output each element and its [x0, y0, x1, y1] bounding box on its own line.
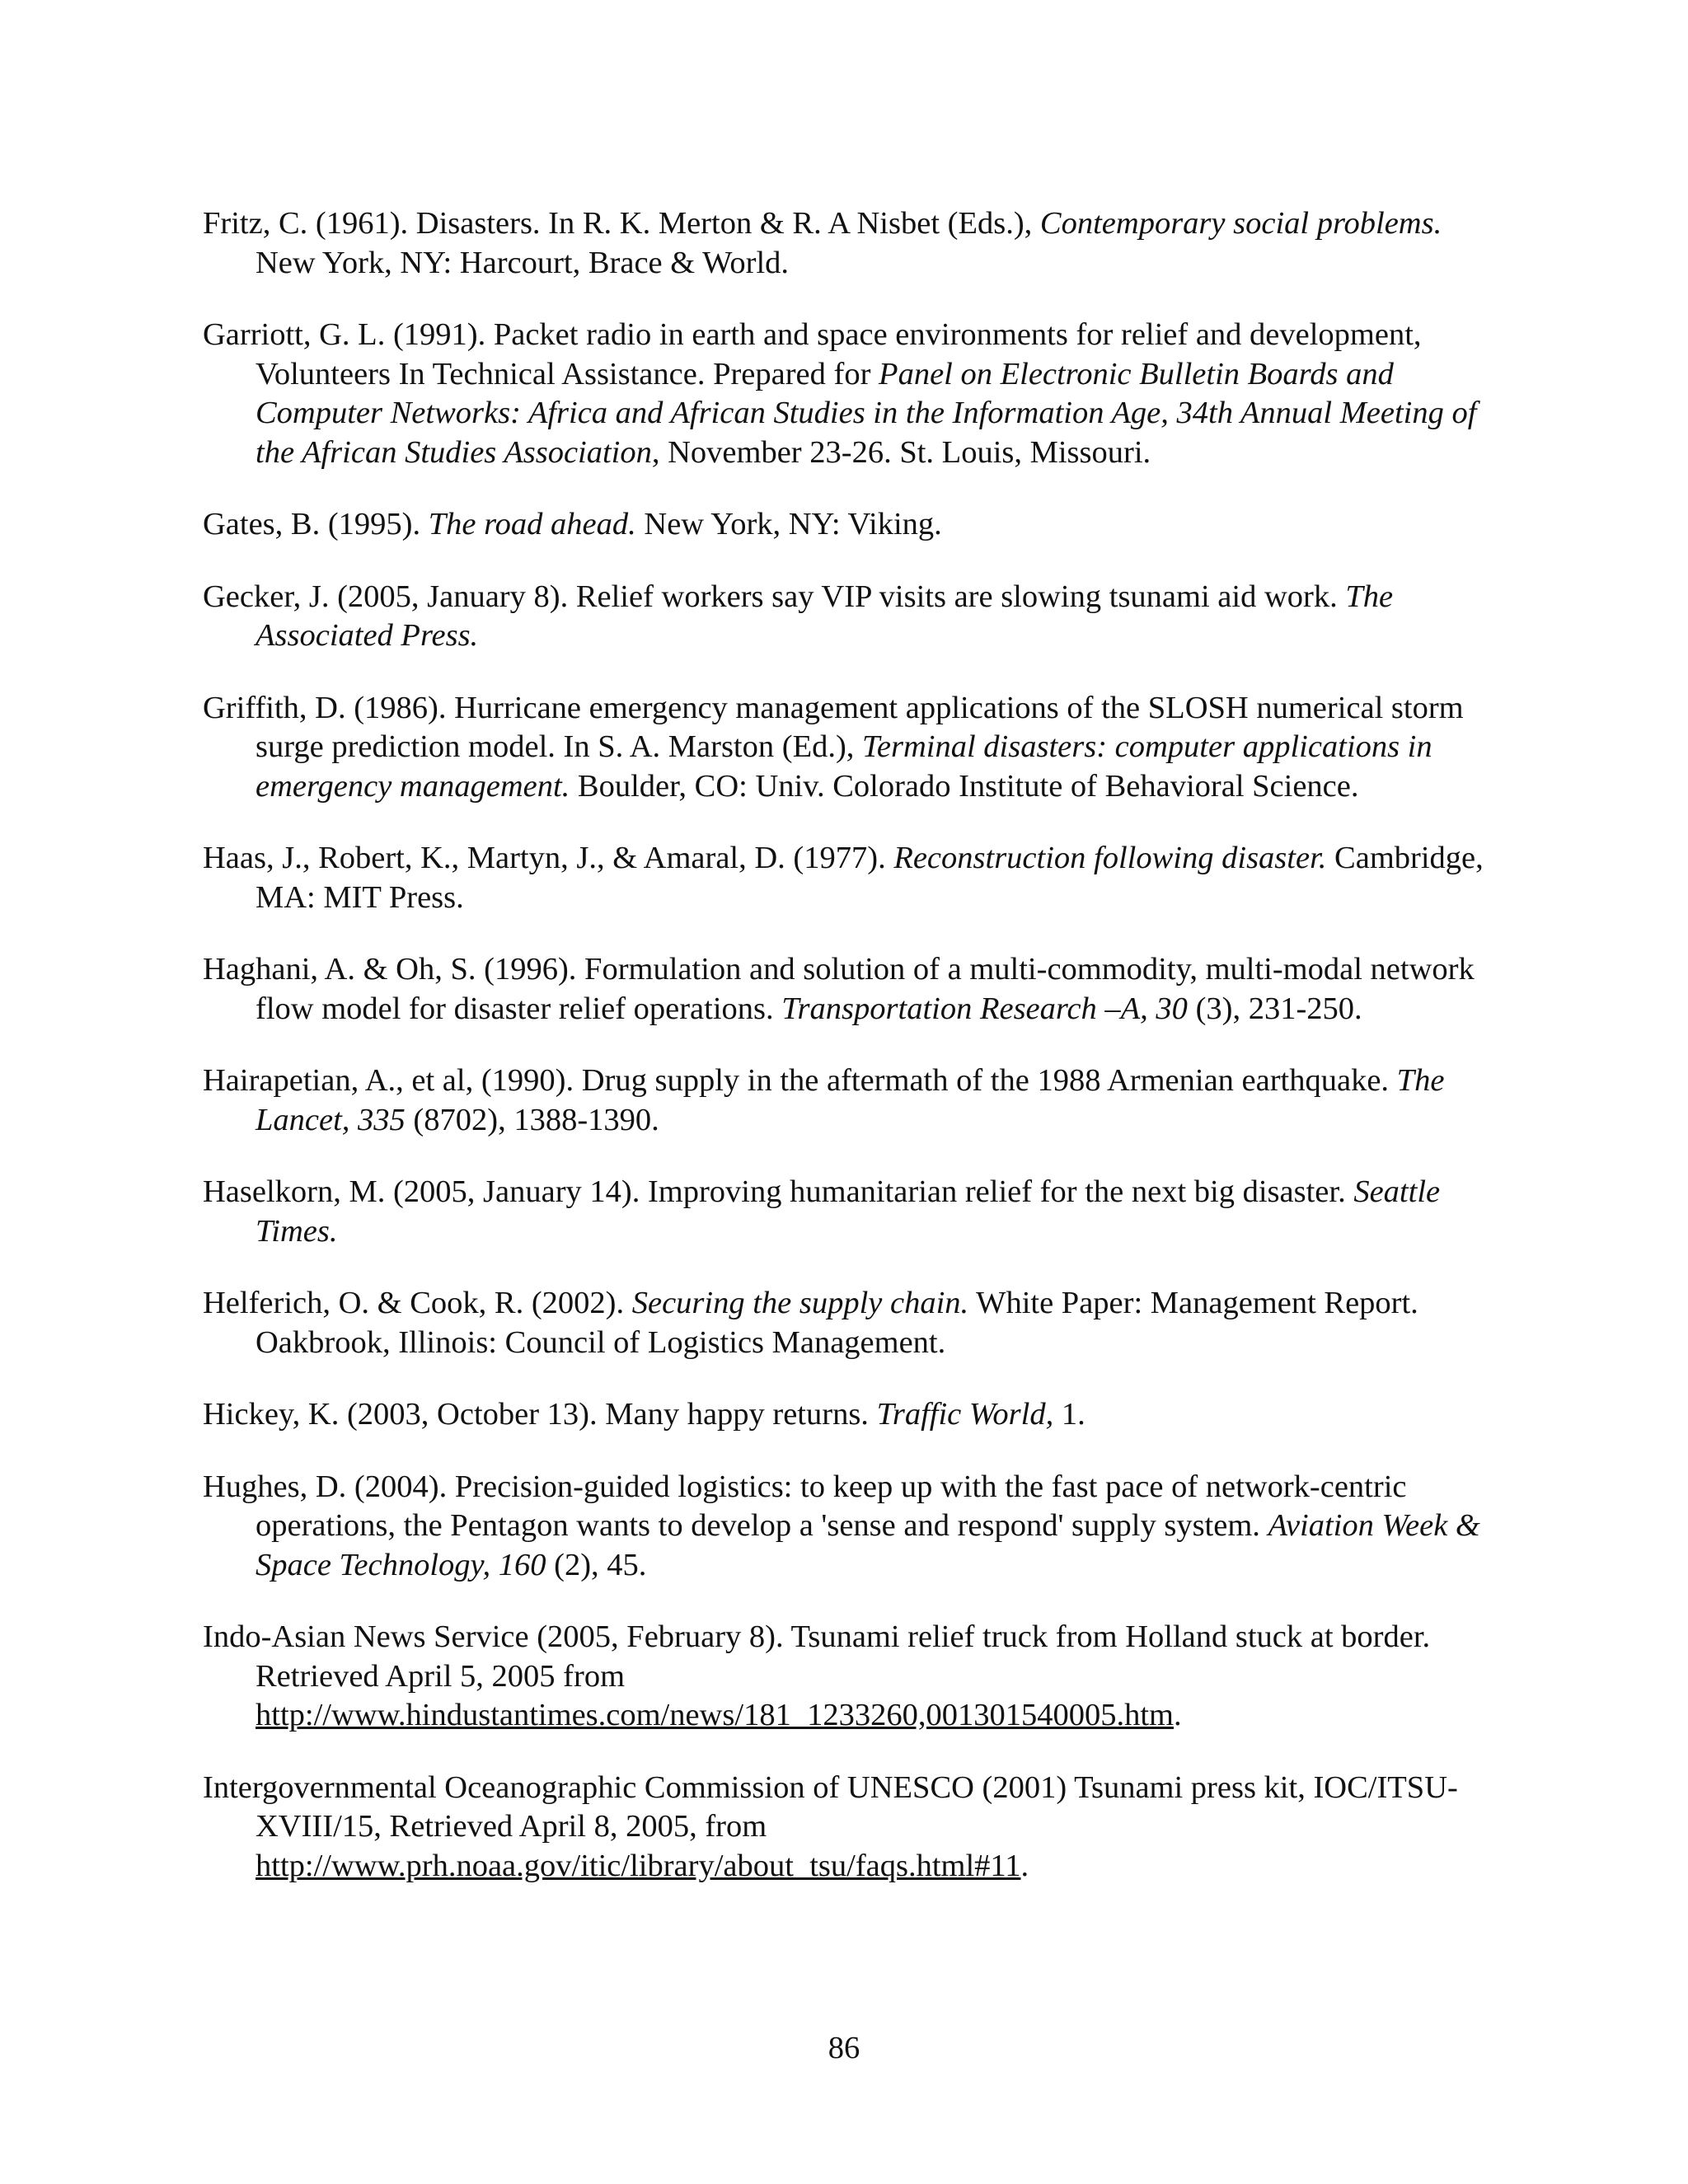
reference-entry [203, 578, 1489, 656]
reference-text: New York, NY: Harcourt, Brace & World. [256, 245, 790, 280]
reference-text: Boulder, CO: Univ. Colorado Institute of Behavioral Science. [570, 768, 1359, 804]
reference-text: Indo-Asian News Service (2005, February 8). Tsunami relief truck from Holland stuck at border. Retrieved April 5, 2005 from [203, 1619, 1431, 1694]
reference-entry [203, 1062, 1489, 1140]
reference-text: . [1020, 1848, 1029, 1883]
reference-text: (3), 231-250. [1187, 991, 1362, 1026]
reference-text: Haselkorn, M. (2005, January 14). Improving humanitarian relief for the next big disaster. [203, 1174, 1354, 1209]
reference-text: Gates, B. (1995). [203, 507, 429, 541]
reference-text: White Paper: Management Report. Oakbrook, Illinois: Council of Logistics Management. [256, 1286, 1418, 1360]
reference-text: (2), 45. [546, 1547, 647, 1582]
reference-text: Hickey, K. (2003, October 13). Many happy returns. [203, 1397, 877, 1432]
reference-italic-title: Securing the supply chain. [631, 1286, 969, 1320]
reference-entry [203, 1769, 1489, 1886]
reference-italic-title: Traffic World, [876, 1397, 1054, 1432]
reference-entry [203, 1173, 1489, 1251]
reference-italic-title: The Associated Press. [256, 579, 1394, 653]
reference-entry [203, 1468, 1489, 1586]
reference-entry [203, 204, 1489, 283]
reference-italic-title: The road ahead. [428, 507, 636, 541]
reference-entry [203, 1395, 1489, 1435]
reference-italic-title: Reconstruction following disaster. [893, 841, 1327, 875]
reference-italic-title: Terminal disasters: computer applications in emergency management. [256, 729, 1432, 804]
reference-italic-title: Transportation Research –A, 30 [781, 991, 1188, 1026]
reference-text: Haghani, A. & Oh, S. (1996). Formulation and solution of a multi-commodity, multi-modal network flow model for disaster relief operations. [203, 952, 1475, 1026]
reference-text: Fritz, C. (1961). Disasters. In R. K. Merton & R. A Nisbet (Eds.), [203, 206, 1040, 241]
reference-italic-title: Seattle Times. [256, 1174, 1441, 1249]
reference-entry [203, 689, 1489, 807]
reference-italic-title: Aviation Week & Space Technology, 160 [256, 1508, 1480, 1582]
reference-text: . [1173, 1698, 1182, 1732]
reference-text: Intergovernmental Oceanographic Commission of UNESCO (2001) Tsunami press kit, IOC/ITSU-XVIII/15, Retrieved April 8, 2005, from [203, 1769, 1458, 1844]
reference-text: Gecker, J. (2005, January 8). Relief workers say VIP visits are slowing tsunami aid work. [203, 579, 1346, 614]
reference-url-link[interactable]: http://www.prh.noaa.gov/itic/library/about_tsu/faqs.html#11 [256, 1848, 1021, 1883]
reference-text: Helferich, O. & Cook, R. (2002). [203, 1286, 632, 1320]
reference-text: Hairapetian, A., et al, (1990). Drug supply in the aftermath of the 1988 Armenian earthquake. [203, 1063, 1397, 1098]
reference-entry [203, 950, 1489, 1029]
reference-text: (8702), 1388-1390. [405, 1102, 659, 1137]
reference-text: Cambridge, MA: MIT Press. [256, 841, 1484, 915]
reference-text: New York, NY: Viking. [635, 507, 942, 541]
page-number: 86 [828, 2031, 860, 2065]
reference-entry [203, 1618, 1489, 1736]
reference-url-link[interactable]: http://www.hindustantimes.com/news/181_1233260,001301540005.htm [256, 1698, 1174, 1732]
reference-text: Garriott, G. L. (1991). Packet radio in earth and space environments for relief and development, Volunteers In Technical Assistance. Prepared for [203, 317, 1422, 391]
reference-entry [203, 316, 1489, 472]
reference-italic-title: Panel on Electronic Bulletin Boards and Computer Networks: Africa and African Studies in the Information Age, 34th Annual Meeting of the African Studies Association [256, 356, 1477, 470]
reference-text: Hughes, D. (2004). Precision-guided logistics: to keep up with the fast pace of network-centric operations, the Pentagon wants to develop a 'sense and respond' supply system. [203, 1469, 1407, 1543]
reference-italic-title: The Lancet, 335 [256, 1063, 1445, 1137]
reference-text: Haas, J., Robert, K., Martyn, J., & Amaral, D. (1977). [203, 841, 894, 875]
reference-text: 1. [1053, 1397, 1085, 1432]
reference-list [203, 204, 1489, 1919]
reference-text: , November 23-26. St. Louis, Missouri. [651, 434, 1151, 470]
reference-entry [203, 505, 1489, 545]
reference-text: Griffith, D. (1986). Hurricane emergency management applications of the SLOSH numerical storm surge prediction model. In S. A. Marston (Ed.), [203, 690, 1464, 764]
reference-entry [203, 1284, 1489, 1362]
reference-italic-title: Contemporary social problems. [1039, 206, 1442, 241]
reference-entry [203, 839, 1489, 917]
